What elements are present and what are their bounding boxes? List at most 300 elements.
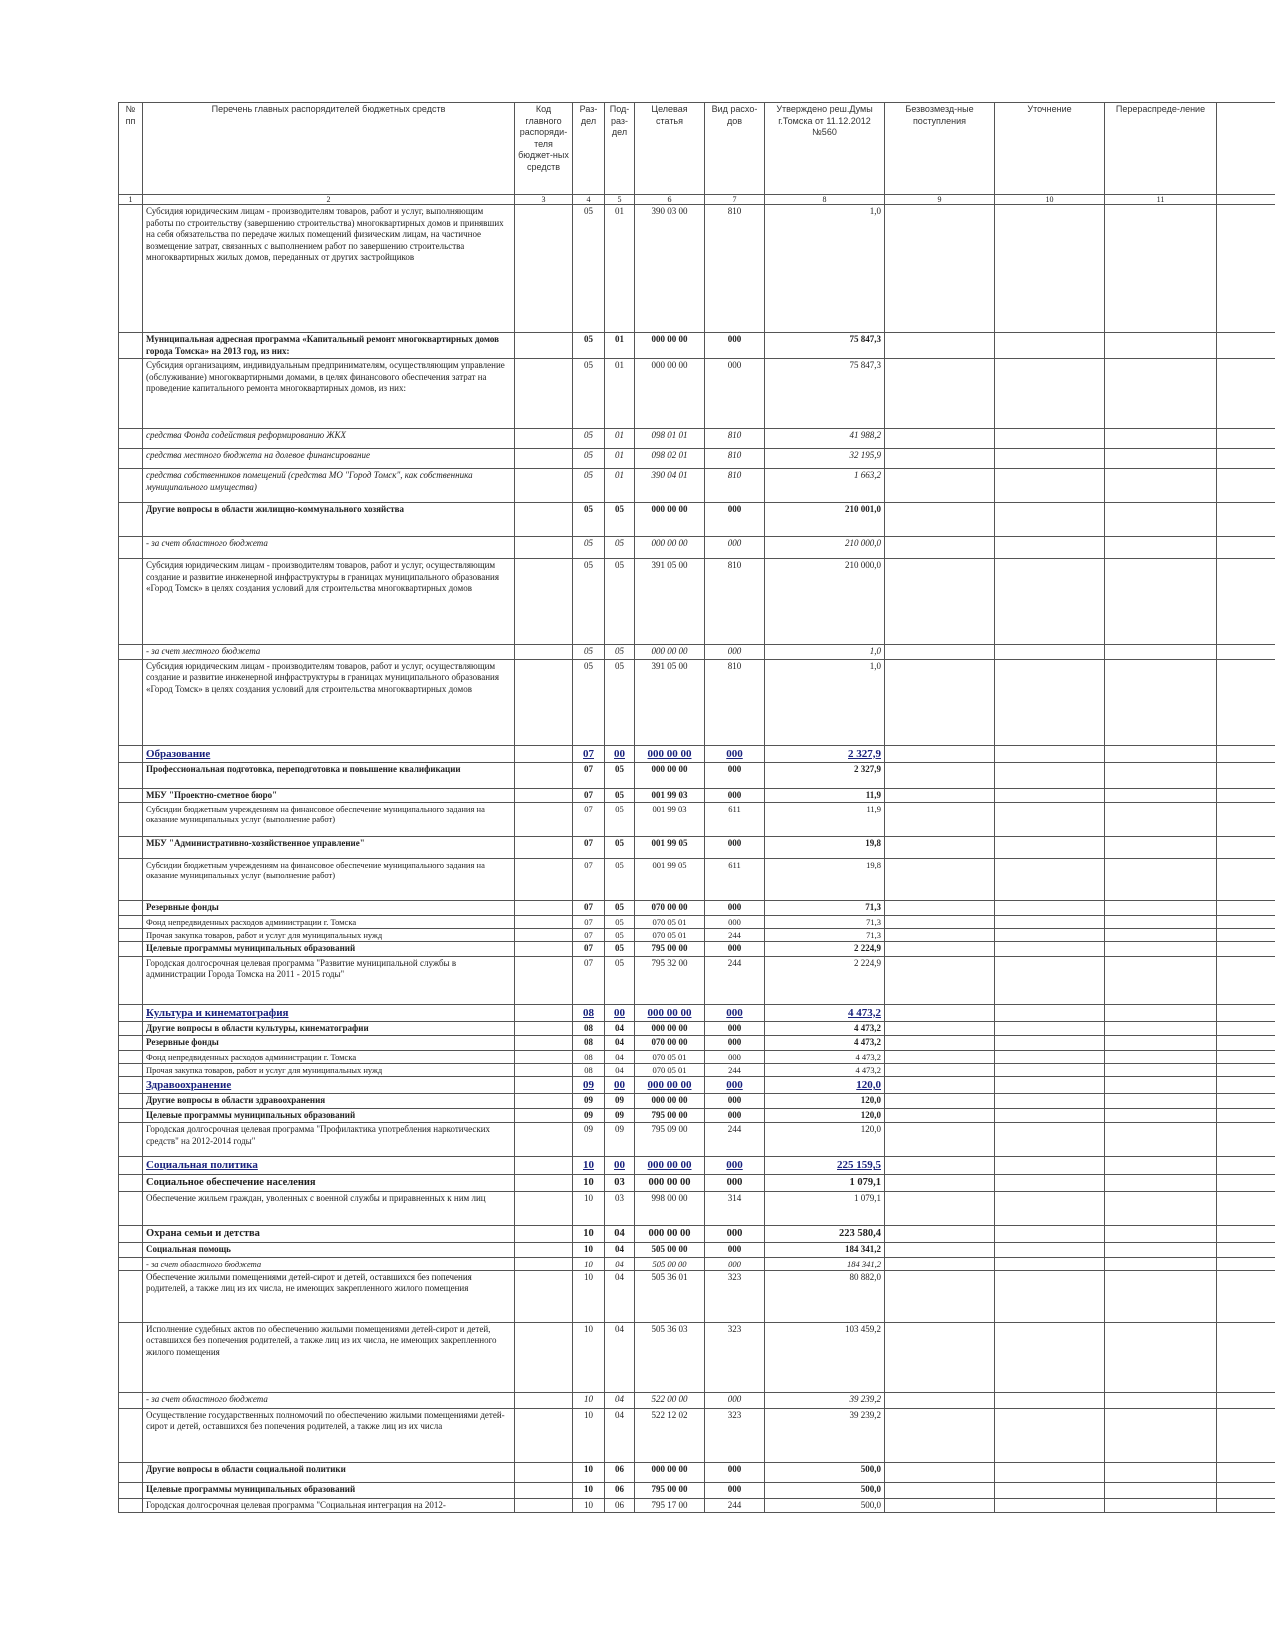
header-code: Код главного распоряди-теля бюджет-ных средств bbox=[515, 103, 573, 195]
row-amount: 75 847,3 bbox=[765, 359, 885, 429]
colnum-5: 5 bbox=[605, 195, 635, 205]
row-target: 000 00 00 bbox=[635, 503, 705, 537]
row-name: - за счет областного бюджета bbox=[143, 537, 515, 559]
table-row bbox=[119, 1498, 1275, 1513]
row-vid: 323 bbox=[705, 1408, 765, 1462]
table-row bbox=[119, 1077, 1275, 1094]
row-target: 070 00 00 bbox=[635, 901, 705, 916]
row-podrazdel: 09 bbox=[605, 1094, 635, 1109]
row-target: 000 00 00 bbox=[635, 1094, 705, 1109]
row-target: 070 05 01 bbox=[635, 1063, 705, 1076]
row-podrazdel: 01 bbox=[605, 333, 635, 359]
row-target: 070 05 01 bbox=[635, 928, 705, 941]
colnum-6: 6 bbox=[635, 195, 705, 205]
row-razdel: 05 bbox=[573, 503, 605, 537]
colnum-9: 9 bbox=[885, 195, 995, 205]
row-razdel: 10 bbox=[573, 1270, 605, 1322]
table-row bbox=[119, 1270, 1275, 1322]
row-name: средства собственников помещений (средства МО "Город Томск", как собственника муниципального имущества) bbox=[143, 469, 515, 503]
row-podrazdel: 00 bbox=[605, 1157, 635, 1175]
row-podrazdel: 04 bbox=[605, 1036, 635, 1051]
row-podrazdel: 05 bbox=[605, 837, 635, 859]
table-row bbox=[119, 1257, 1275, 1270]
header-target: Целевая статья bbox=[635, 103, 705, 195]
row-amount: 19,8 bbox=[765, 837, 885, 859]
row-amount: 120,0 bbox=[765, 1094, 885, 1109]
row-name: Субсидии бюджетным учреждениям на финансовое обеспечение муниципального задания на оказание муниципальных услуг (выполнение работ) bbox=[143, 803, 515, 837]
row-name: Профессиональная подготовка, переподготовка и повышение квалификации bbox=[143, 762, 515, 788]
row-target: 000 00 00 bbox=[635, 1226, 705, 1243]
row-vid: 000 bbox=[705, 1257, 765, 1270]
row-razdel: 05 bbox=[573, 537, 605, 559]
table-row bbox=[119, 1157, 1275, 1175]
row-podrazdel: 05 bbox=[605, 803, 635, 837]
row-amount: 1,0 bbox=[765, 659, 885, 745]
row-podrazdel: 06 bbox=[605, 1462, 635, 1482]
row-amount: 11,9 bbox=[765, 803, 885, 837]
row-target: 070 05 01 bbox=[635, 915, 705, 928]
row-vid: 000 bbox=[705, 503, 765, 537]
row-razdel: 10 bbox=[573, 1192, 605, 1226]
table-row bbox=[119, 205, 1275, 333]
table-row bbox=[119, 762, 1275, 788]
row-amount: 500,0 bbox=[765, 1462, 885, 1482]
row-vid: 000 bbox=[705, 359, 765, 429]
row-target: 522 00 00 bbox=[635, 1392, 705, 1408]
row-amount: 32 195,9 bbox=[765, 449, 885, 469]
row-target: 001 99 05 bbox=[635, 837, 705, 859]
row-podrazdel: 04 bbox=[605, 1392, 635, 1408]
row-razdel: 07 bbox=[573, 762, 605, 788]
column-numbers-row bbox=[119, 195, 1275, 205]
row-target: 000 00 00 bbox=[635, 1021, 705, 1036]
row-vid: 810 bbox=[705, 449, 765, 469]
row-razdel: 08 bbox=[573, 1004, 605, 1021]
row-target: 000 00 00 bbox=[635, 1175, 705, 1192]
row-vid: 000 bbox=[705, 1462, 765, 1482]
row-name: Здравоохранение bbox=[143, 1077, 515, 1094]
table-header-row bbox=[119, 103, 1275, 195]
row-podrazdel: 04 bbox=[605, 1243, 635, 1258]
header-razdel: Раз-дел bbox=[573, 103, 605, 195]
row-podrazdel: 04 bbox=[605, 1257, 635, 1270]
row-razdel: 09 bbox=[573, 1108, 605, 1123]
table-row bbox=[119, 1243, 1275, 1258]
row-vid: 611 bbox=[705, 803, 765, 837]
row-podrazdel: 01 bbox=[605, 359, 635, 429]
row-amount: 71,3 bbox=[765, 928, 885, 941]
row-amount: 223 580,4 bbox=[765, 1226, 885, 1243]
row-podrazdel: 05 bbox=[605, 659, 635, 745]
colnum-8: 8 bbox=[765, 195, 885, 205]
table-row bbox=[119, 942, 1275, 957]
table-row bbox=[119, 645, 1275, 660]
row-podrazdel: 04 bbox=[605, 1050, 635, 1063]
row-target: 000 00 00 bbox=[635, 1157, 705, 1175]
row-vid: 611 bbox=[705, 859, 765, 901]
row-razdel: 07 bbox=[573, 915, 605, 928]
row-vid: 000 bbox=[705, 1021, 765, 1036]
row-razdel: 08 bbox=[573, 1050, 605, 1063]
row-vid: 810 bbox=[705, 659, 765, 745]
row-vid: 000 bbox=[705, 1157, 765, 1175]
row-razdel: 10 bbox=[573, 1226, 605, 1243]
row-target: 000 00 00 bbox=[635, 745, 705, 762]
row-amount: 1 079,1 bbox=[765, 1175, 885, 1192]
row-razdel: 08 bbox=[573, 1021, 605, 1036]
row-razdel: 10 bbox=[573, 1243, 605, 1258]
row-vid: 000 bbox=[705, 537, 765, 559]
row-name: Осуществление государственных полномочий по обеспечению жилыми помещениями детей-сирот и детей, оставшихся без попечения родителей, а также лиц из их числа bbox=[143, 1408, 515, 1462]
row-razdel: 07 bbox=[573, 745, 605, 762]
row-podrazdel: 06 bbox=[605, 1482, 635, 1498]
table-row bbox=[119, 1050, 1275, 1063]
row-amount: 500,0 bbox=[765, 1498, 885, 1513]
header-extra bbox=[1217, 103, 1275, 195]
row-target: 070 00 00 bbox=[635, 1036, 705, 1051]
row-vid: 000 bbox=[705, 1050, 765, 1063]
header-vid: Вид расхо-дов bbox=[705, 103, 765, 195]
row-vid: 323 bbox=[705, 1322, 765, 1392]
row-target: 098 01 01 bbox=[635, 429, 705, 449]
row-amount: 184 341,2 bbox=[765, 1243, 885, 1258]
table-row bbox=[119, 1108, 1275, 1123]
row-amount: 75 847,3 bbox=[765, 333, 885, 359]
row-name: Субсидия юридическим лицам - производителям товаров, работ и услуг, осуществляющим создание и развитие инженерной инфраструктуры в границах муниципального образования «Город Томск» в целях создания условий для строительства многоквартирных домов bbox=[143, 659, 515, 745]
row-razdel: 07 bbox=[573, 788, 605, 803]
colnum-10: 10 bbox=[995, 195, 1105, 205]
row-podrazdel: 04 bbox=[605, 1021, 635, 1036]
row-razdel: 09 bbox=[573, 1094, 605, 1109]
row-vid: 810 bbox=[705, 205, 765, 333]
row-target: 795 32 00 bbox=[635, 956, 705, 1004]
row-podrazdel: 01 bbox=[605, 205, 635, 333]
row-amount: 1,0 bbox=[765, 645, 885, 660]
table-row bbox=[119, 928, 1275, 941]
row-razdel: 10 bbox=[573, 1408, 605, 1462]
table-row bbox=[119, 859, 1275, 901]
row-razdel: 05 bbox=[573, 559, 605, 645]
row-razdel: 05 bbox=[573, 429, 605, 449]
row-razdel: 05 bbox=[573, 449, 605, 469]
row-name: Городская долгосрочная целевая программа "Профилактика употребления наркотических средств" на 2012-2014 годы" bbox=[143, 1123, 515, 1157]
row-amount: 2 224,9 bbox=[765, 942, 885, 957]
row-podrazdel: 00 bbox=[605, 1077, 635, 1094]
row-name: Фонд непредвиденных расходов администрации г. Томска bbox=[143, 1050, 515, 1063]
row-vid: 000 bbox=[705, 1036, 765, 1051]
table-row bbox=[119, 1192, 1275, 1226]
row-name: Другие вопросы в области жилищно-коммунального хозяйства bbox=[143, 503, 515, 537]
row-target: 795 09 00 bbox=[635, 1123, 705, 1157]
row-target: 000 00 00 bbox=[635, 1004, 705, 1021]
row-razdel: 08 bbox=[573, 1036, 605, 1051]
row-razdel: 09 bbox=[573, 1123, 605, 1157]
table-row bbox=[119, 956, 1275, 1004]
row-razdel: 05 bbox=[573, 205, 605, 333]
table-row bbox=[119, 1322, 1275, 1392]
table-row bbox=[119, 1021, 1275, 1036]
table-row bbox=[119, 915, 1275, 928]
row-vid: 000 bbox=[705, 333, 765, 359]
row-amount: 120,0 bbox=[765, 1108, 885, 1123]
row-podrazdel: 05 bbox=[605, 901, 635, 916]
row-vid: 000 bbox=[705, 901, 765, 916]
row-name: Другие вопросы в области культуры, кинематографии bbox=[143, 1021, 515, 1036]
table-row bbox=[119, 803, 1275, 837]
row-target: 000 00 00 bbox=[635, 537, 705, 559]
row-target: 505 00 00 bbox=[635, 1257, 705, 1270]
row-razdel: 10 bbox=[573, 1322, 605, 1392]
row-vid: 000 bbox=[705, 1094, 765, 1109]
row-podrazdel: 04 bbox=[605, 1322, 635, 1392]
row-razdel: 10 bbox=[573, 1498, 605, 1513]
row-target: 000 00 00 bbox=[635, 1077, 705, 1094]
row-razdel: 07 bbox=[573, 803, 605, 837]
row-amount: 2 224,9 bbox=[765, 956, 885, 1004]
table-row bbox=[119, 659, 1275, 745]
row-name: Резервные фонды bbox=[143, 1036, 515, 1051]
row-amount: 500,0 bbox=[765, 1482, 885, 1498]
row-name: - за счет областного бюджета bbox=[143, 1392, 515, 1408]
row-amount: 41 988,2 bbox=[765, 429, 885, 449]
row-vid: 000 bbox=[705, 645, 765, 660]
row-target: 795 00 00 bbox=[635, 942, 705, 957]
row-amount: 225 159,5 bbox=[765, 1157, 885, 1175]
row-amount: 120,0 bbox=[765, 1123, 885, 1157]
row-vid: 000 bbox=[705, 762, 765, 788]
row-razdel: 05 bbox=[573, 333, 605, 359]
row-name: МБУ "Проектно-сметное бюро" bbox=[143, 788, 515, 803]
row-vid: 000 bbox=[705, 1004, 765, 1021]
row-podrazdel: 05 bbox=[605, 915, 635, 928]
row-name: - за счет областного бюджета bbox=[143, 1257, 515, 1270]
row-target: 001 99 05 bbox=[635, 859, 705, 901]
row-name: Обеспечение жильем граждан, уволенных с военной службы и приравненных к ним лиц bbox=[143, 1192, 515, 1226]
row-target: 098 02 01 bbox=[635, 449, 705, 469]
row-razdel: 09 bbox=[573, 1077, 605, 1094]
row-target: 391 05 00 bbox=[635, 659, 705, 745]
table-row bbox=[119, 333, 1275, 359]
row-amount: 1 663,2 bbox=[765, 469, 885, 503]
row-name: Целевые программы муниципальных образований bbox=[143, 1482, 515, 1498]
row-amount: 39 239,2 bbox=[765, 1392, 885, 1408]
row-razdel: 07 bbox=[573, 928, 605, 941]
row-podrazdel: 01 bbox=[605, 469, 635, 503]
row-vid: 000 bbox=[705, 1243, 765, 1258]
row-podrazdel: 05 bbox=[605, 503, 635, 537]
row-vid: 244 bbox=[705, 928, 765, 941]
row-podrazdel: 00 bbox=[605, 1004, 635, 1021]
row-razdel: 08 bbox=[573, 1063, 605, 1076]
row-vid: 000 bbox=[705, 942, 765, 957]
row-name: Фонд непредвиденных расходов администрации г. Томска bbox=[143, 915, 515, 928]
row-amount: 210 000,0 bbox=[765, 537, 885, 559]
table-row bbox=[119, 1175, 1275, 1192]
row-name: Субсидия юридическим лицам - производителям товаров, работ и услуг, осуществляющим создание и развитие инженерной инфраструктуры в границах муниципального образования «Город Томск» в целях создания условий для строительства многоквартирных домов bbox=[143, 559, 515, 645]
row-vid: 244 bbox=[705, 956, 765, 1004]
table-row bbox=[119, 901, 1275, 916]
table-row bbox=[119, 1482, 1275, 1498]
colnum-2: 2 bbox=[143, 195, 515, 205]
header-num: № пп bbox=[119, 103, 143, 195]
row-name: Целевые программы муниципальных образований bbox=[143, 1108, 515, 1123]
row-amount: 2 327,9 bbox=[765, 762, 885, 788]
row-razdel: 07 bbox=[573, 837, 605, 859]
row-name: средства местного бюджета на долевое финансирование bbox=[143, 449, 515, 469]
row-name: Резервные фонды bbox=[143, 901, 515, 916]
row-name: Прочая закупка товаров, работ и услуг для муниципальных нужд bbox=[143, 1063, 515, 1076]
row-podrazdel: 05 bbox=[605, 645, 635, 660]
row-razdel: 05 bbox=[573, 645, 605, 660]
colnum-12 bbox=[1217, 195, 1275, 205]
row-target: 070 05 01 bbox=[635, 1050, 705, 1063]
row-amount: 4 473,2 bbox=[765, 1036, 885, 1051]
table-body bbox=[119, 205, 1275, 1513]
table-row bbox=[119, 537, 1275, 559]
row-name: Исполнение судебных актов по обеспечению жилыми помещениями детей-сирот и детей, оставшихся без попечения родителей, а также лиц из их числа, не имеющих закрепленного жилого помещения bbox=[143, 1322, 515, 1392]
row-target: 505 36 03 bbox=[635, 1322, 705, 1392]
row-amount: 11,9 bbox=[765, 788, 885, 803]
row-amount: 1 079,1 bbox=[765, 1192, 885, 1226]
row-amount: 71,3 bbox=[765, 915, 885, 928]
row-podrazdel: 05 bbox=[605, 942, 635, 957]
row-target: 998 00 00 bbox=[635, 1192, 705, 1226]
row-vid: 000 bbox=[705, 1226, 765, 1243]
row-name: Прочая закупка товаров, работ и услуг для муниципальных нужд bbox=[143, 928, 515, 941]
row-podrazdel: 04 bbox=[605, 1226, 635, 1243]
row-amount: 4 473,2 bbox=[765, 1004, 885, 1021]
row-vid: 810 bbox=[705, 559, 765, 645]
row-name: Субсидия юридическим лицам - производителям товаров, работ и услуг, выполняющим работы по строительству (завершению строительства) многоквартирных домов и принявших на себя обязательства по передаче жилых помещений физическим лицам, на частичное возмещение затрат, связанных с выполнением работ по завершению строительства многоквартирных жилых домов, переданных от других застройщиков bbox=[143, 205, 515, 333]
row-podrazdel: 09 bbox=[605, 1123, 635, 1157]
row-name: - за счет местного бюджета bbox=[143, 645, 515, 660]
row-amount: 71,3 bbox=[765, 901, 885, 916]
row-razdel: 10 bbox=[573, 1462, 605, 1482]
row-amount: 39 239,2 bbox=[765, 1408, 885, 1462]
table-row bbox=[119, 469, 1275, 503]
row-name: МБУ "Административно-хозяйственное управление" bbox=[143, 837, 515, 859]
row-amount: 184 341,2 bbox=[765, 1257, 885, 1270]
row-vid: 000 bbox=[705, 1175, 765, 1192]
row-vid: 000 bbox=[705, 745, 765, 762]
row-razdel: 05 bbox=[573, 659, 605, 745]
table-row bbox=[119, 449, 1275, 469]
row-razdel: 10 bbox=[573, 1392, 605, 1408]
table-row bbox=[119, 1462, 1275, 1482]
row-razdel: 07 bbox=[573, 942, 605, 957]
row-vid: 000 bbox=[705, 1392, 765, 1408]
table-row bbox=[119, 745, 1275, 762]
row-podrazdel: 03 bbox=[605, 1192, 635, 1226]
row-amount: 2 327,9 bbox=[765, 745, 885, 762]
row-name: Социальная помощь bbox=[143, 1243, 515, 1258]
row-podrazdel: 04 bbox=[605, 1270, 635, 1322]
colnum-11: 11 bbox=[1105, 195, 1217, 205]
row-amount: 1,0 bbox=[765, 205, 885, 333]
row-target: 505 36 01 bbox=[635, 1270, 705, 1322]
row-podrazdel: 05 bbox=[605, 788, 635, 803]
row-vid: 244 bbox=[705, 1063, 765, 1076]
row-name: Другие вопросы в области социальной политики bbox=[143, 1462, 515, 1482]
row-podrazdel: 05 bbox=[605, 537, 635, 559]
table-row bbox=[119, 429, 1275, 449]
row-target: 795 00 00 bbox=[635, 1482, 705, 1498]
row-name: Городская долгосрочная целевая программа "Социальная интеграция на 2012- bbox=[143, 1498, 515, 1513]
table-row bbox=[119, 359, 1275, 429]
row-podrazdel: 05 bbox=[605, 762, 635, 788]
row-razdel: 05 bbox=[573, 359, 605, 429]
row-name: Другие вопросы в области здравоохранения bbox=[143, 1094, 515, 1109]
row-target: 000 00 00 bbox=[635, 359, 705, 429]
colnum-1: 1 bbox=[119, 195, 143, 205]
row-podrazdel: 09 bbox=[605, 1108, 635, 1123]
row-podrazdel: 06 bbox=[605, 1498, 635, 1513]
row-podrazdel: 05 bbox=[605, 559, 635, 645]
row-vid: 000 bbox=[705, 1108, 765, 1123]
row-razdel: 10 bbox=[573, 1482, 605, 1498]
row-razdel: 10 bbox=[573, 1157, 605, 1175]
row-vid: 000 bbox=[705, 837, 765, 859]
table-row bbox=[119, 1226, 1275, 1243]
row-amount: 19,8 bbox=[765, 859, 885, 901]
row-podrazdel: 01 bbox=[605, 429, 635, 449]
row-target: 522 12 02 bbox=[635, 1408, 705, 1462]
header-approved: Утверждено реш.Думы г.Томска от 11.12.2012 №560 bbox=[765, 103, 885, 195]
header-clarification: Уточнение bbox=[995, 103, 1105, 195]
row-amount: 4 473,2 bbox=[765, 1050, 885, 1063]
row-amount: 103 459,2 bbox=[765, 1322, 885, 1392]
row-name: Муниципальная адресная программа «Капитальный ремонт многоквартирных домов города Томска» на 2013 год, из них: bbox=[143, 333, 515, 359]
row-target: 000 00 00 bbox=[635, 645, 705, 660]
row-target: 390 04 01 bbox=[635, 469, 705, 503]
row-razdel: 07 bbox=[573, 956, 605, 1004]
row-target: 795 00 00 bbox=[635, 1108, 705, 1123]
table-row bbox=[119, 1408, 1275, 1462]
row-target: 001 99 03 bbox=[635, 803, 705, 837]
row-amount: 210 000,0 bbox=[765, 559, 885, 645]
budget-table bbox=[118, 102, 1275, 1513]
row-razdel: 07 bbox=[573, 859, 605, 901]
row-vid: 000 bbox=[705, 915, 765, 928]
table-row bbox=[119, 1392, 1275, 1408]
row-amount: 4 473,2 bbox=[765, 1063, 885, 1076]
row-name: Субсидии бюджетным учреждениям на финансовое обеспечение муниципального задания на оказание муниципальных услуг (выполнение работ) bbox=[143, 859, 515, 901]
row-vid: 244 bbox=[705, 1498, 765, 1513]
row-vid: 323 bbox=[705, 1270, 765, 1322]
row-podrazdel: 05 bbox=[605, 859, 635, 901]
row-name: Городская долгосрочная целевая программа "Развитие муниципальной службы в администрации Города Томска на 2011 - 2015 годы" bbox=[143, 956, 515, 1004]
row-podrazdel: 04 bbox=[605, 1063, 635, 1076]
row-amount: 210 001,0 bbox=[765, 503, 885, 537]
colnum-4: 4 bbox=[573, 195, 605, 205]
row-target: 001 99 03 bbox=[635, 788, 705, 803]
row-vid: 810 bbox=[705, 429, 765, 449]
row-vid: 000 bbox=[705, 788, 765, 803]
row-podrazdel: 05 bbox=[605, 928, 635, 941]
row-podrazdel: 01 bbox=[605, 449, 635, 469]
row-name: Субсидия организациям, индивидуальным предпринимателям, осуществляющим управление (обслуживание) многоквартирными домами, в целях финансового обеспечения затрат на проведение капитального ремонта многоквартирных домов, из них: bbox=[143, 359, 515, 429]
row-vid: 314 bbox=[705, 1192, 765, 1226]
row-target: 000 00 00 bbox=[635, 762, 705, 788]
row-podrazdel: 04 bbox=[605, 1408, 635, 1462]
row-target: 391 05 00 bbox=[635, 559, 705, 645]
table-row bbox=[119, 1063, 1275, 1076]
row-target: 000 00 00 bbox=[635, 333, 705, 359]
colnum-3: 3 bbox=[515, 195, 573, 205]
header-gratuitous: Безвозмезд-ные поступления bbox=[885, 103, 995, 195]
table-row bbox=[119, 1123, 1275, 1157]
row-target: 000 00 00 bbox=[635, 1462, 705, 1482]
